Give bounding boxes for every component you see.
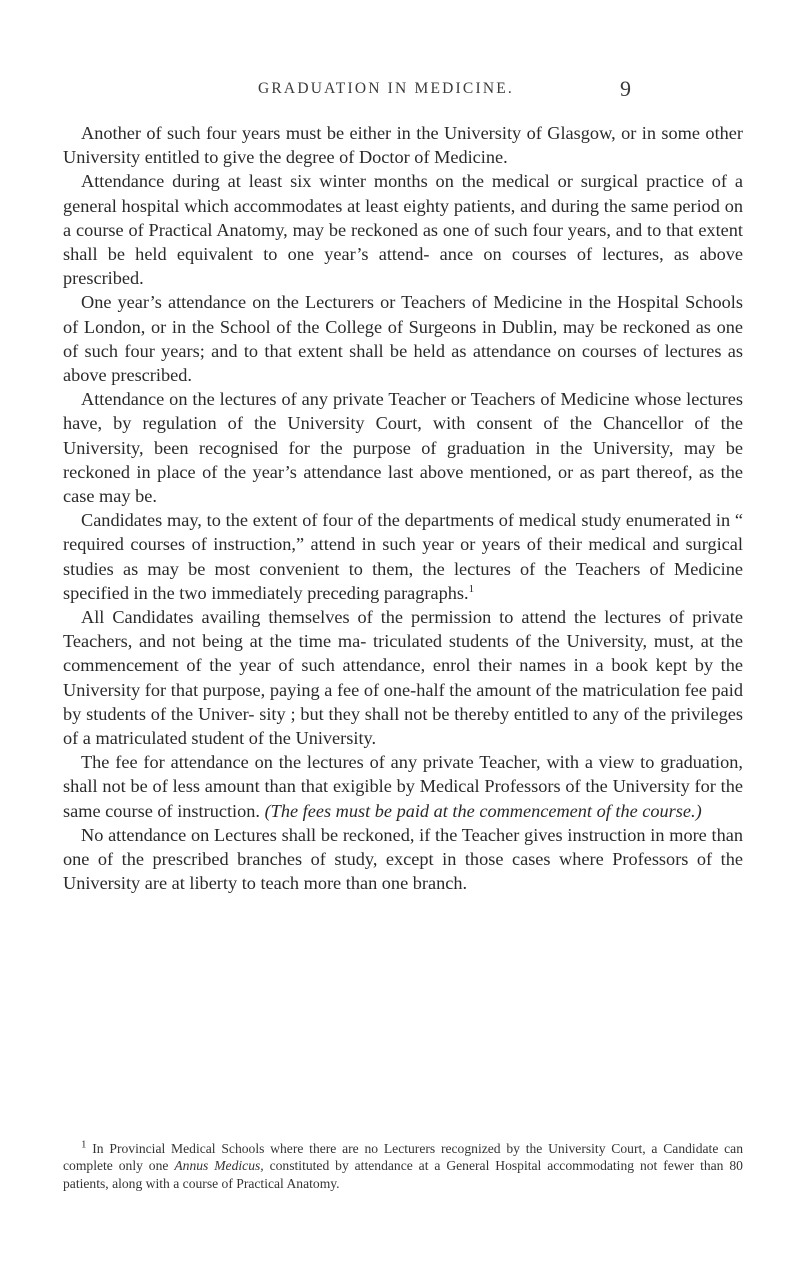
page-number: 9	[620, 76, 631, 101]
paragraph-5-text: Candidates may, to the extent of four of the departments of medical study enumerated in “ required courses of instruction,” attend in such year or years of their medical and surgical studies as may be most convenient to them, the lectures of the Teachers of Medicine specified in the two immediately preceding paragraphs.	[63, 510, 743, 603]
footnote-text-b: constituted by attendance at a General Hospital accommodating not fewer than 80 patients, along with a course of Practical Anatomy.	[63, 1158, 743, 1191]
paragraph-5	[63, 508, 743, 605]
paragraph-3: One year’s attendance on the Lecturers or Teachers of Medicine in the Hospital Schools of London, or in the School of the College of Surgeons in Dublin, may be reckoned as one of such four years; and to that extent shall be held as attendance on courses of lectures as above prescribed.	[63, 292, 743, 386]
running-head	[0, 76, 801, 110]
footnote-marker: 1	[81, 1138, 87, 1151]
footnote-text-italic: Annus Medicus,	[174, 1158, 264, 1174]
body-text	[63, 121, 743, 896]
paragraph-1: Another of such four years must be either in the University of Glasgow, or in some other University entitled to give the degree of Doctor of Medicine.	[63, 123, 743, 168]
footnote-text-a: In Provincial Medical Schools where there are no Lecturers recognized by the University Court, a Candidate can complete only one	[63, 1141, 743, 1174]
footnote-reference: 1	[468, 582, 475, 595]
paragraph-7	[63, 750, 743, 823]
paragraph-7-text: The fee for attendance on the lectures of any private Teacher, with a view to graduation, shall not be of less amount than that exigible by Medical Professors of the University for the same course of instruction.	[63, 752, 743, 821]
paragraph-7-italic-note: (The fees must be paid at the commencement of the course.)	[264, 800, 702, 821]
footnote	[63, 1140, 743, 1192]
paragraph-6: All Candidates availing themselves of the permission to attend the lectures of private Teachers, and not being at the time ma- triculated students of the University, must, at the commencement of the year of such attendance, enrol their names in a book kept by the University for that purpose, paying a fee of one-half the amount of the matriculation fee paid by students of the Univer- sity ; but they shall not be thereby entitled to any of the privileges of a matriculated student of the University.	[63, 607, 743, 749]
paragraph-8: No attendance on Lectures shall be reckoned, if the Teacher gives instruction in more than one of the prescribed branches of study, except in those cases where Professors of the University are at liberty to teach more than one branch.	[63, 824, 743, 894]
paragraph-2: Attendance during at least six winter months on the medical or surgical practice of a general hospital which accommodates at least eighty patients, and during the same period on a course of Practical Anatomy, may be reckoned as one of such four years, and to that extent shall be held equivalent to one year’s attend- ance on courses of lectures, as above prescribed.	[63, 171, 743, 289]
running-title: GRADUATION IN MEDICINE.	[258, 80, 514, 97]
paragraph-4: Attendance on the lectures of any private Teacher or Teachers of Medicine whose lectures have, by regulation of the University Court, with consent of the Chancellor of the University, been recognised for the purpose of graduation in the University, may be reckoned in place of the year’s attendance last above mentioned, or as part thereof, as the case may be.	[63, 389, 743, 507]
